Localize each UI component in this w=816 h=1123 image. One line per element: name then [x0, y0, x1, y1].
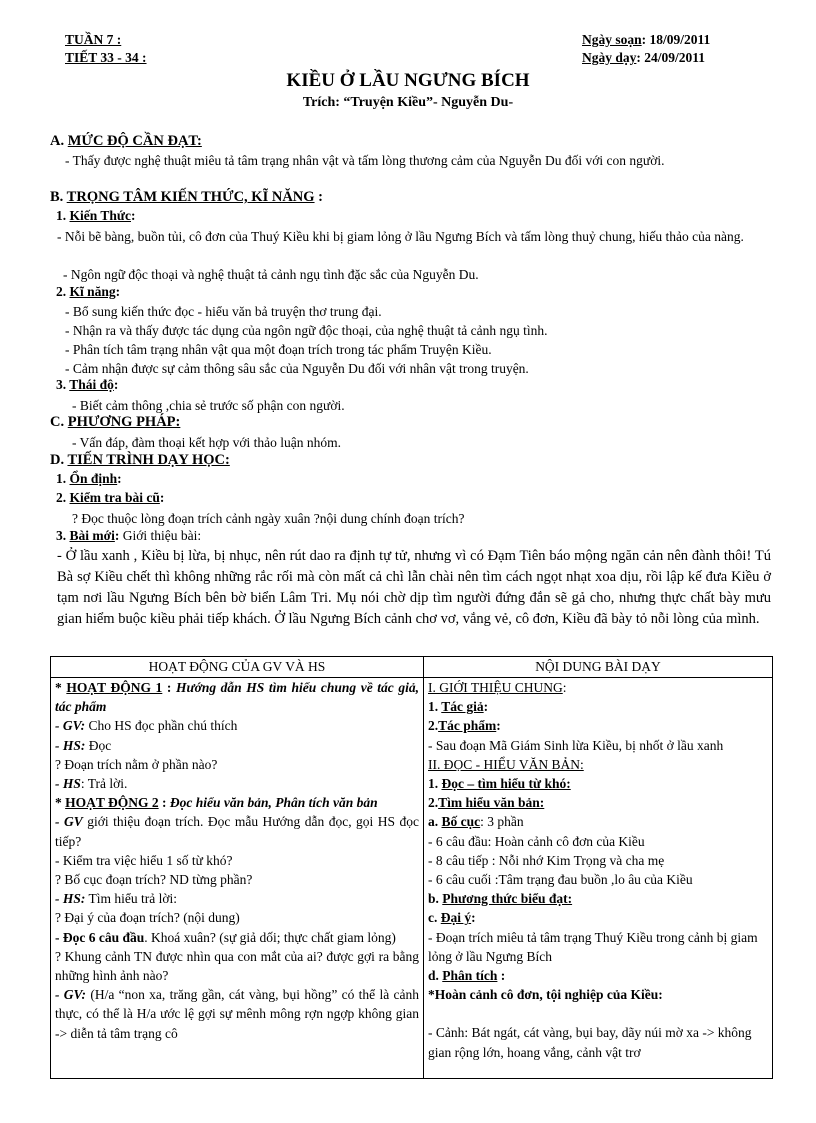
expression-num: b.: [428, 891, 443, 907]
work-num: 2.: [428, 718, 439, 734]
teach-date-value: : 24/09/2011: [636, 50, 706, 65]
knowledge-num: 1.: [56, 208, 67, 223]
reading-text: . Khoá xuân? (sự giả dối; thực chất giam lỏng): [144, 929, 396, 945]
section-c-heading: [50, 414, 180, 431]
step-2: [56, 490, 164, 506]
lesson-activity-table: [50, 656, 773, 1079]
skills-item: - Cảm nhận được sự cảm thông sâu sắc của Nguyễn Du đối với nhân vật trong truyện.: [65, 361, 529, 376]
skills-item: - Phân tích tâm trạng nhân vật qua một đoạn trích trong tác phẩm Truyện Kiều.: [65, 342, 492, 357]
week-text: TUẦN 7 :: [65, 32, 122, 47]
knowledge-colon: :: [131, 208, 136, 223]
section-c-title: PHƯƠNG PHÁP:: [67, 414, 181, 430]
lesson-title: KIỀU Ở LẦU NGƯNG BÍCH: [286, 70, 530, 91]
step-1-num: 1.: [56, 471, 67, 486]
question-line: ? Đại ý của đoạn trích? (nội dung): [55, 910, 240, 926]
layout-item: - 8 câu tiếp : Nỗi nhớ Kim Trọng và cha mẹ: [428, 852, 665, 868]
gv-text: giới thiệu đoạn trích. Đọc mẫu Hướng dẫn đọc, gọi HS đọc tiếp?: [55, 814, 419, 849]
hs-label: - HS:: [55, 737, 86, 753]
step-3-num: 3.: [56, 528, 67, 543]
content-cell: [424, 678, 773, 1079]
lesson-subtitle: Trích: “Truyện Kiều”- Nguyễn Du-: [302, 95, 514, 110]
question-line: ? Khung cảnh TN được nhìn qua con mắt của ai? được gợi ra bằng những hình ảnh nào?: [55, 948, 419, 984]
activity-2-heading: [55, 793, 419, 812]
main-idea-text: - Đoạn trích miêu tả tâm trạng Thuý Kiều trong cảnh bị giam lỏng ở lầu Ngưng Bích: [428, 929, 758, 964]
main-idea-heading: [428, 908, 768, 927]
hs-text: : Trả lời.: [80, 776, 128, 792]
week-label: [65, 32, 121, 48]
period-text: TIẾT 33 - 34 :: [65, 50, 147, 65]
step-2-colon: :: [159, 490, 165, 505]
section-b-suffix: :: [314, 189, 324, 205]
gv-label: - GV: [55, 814, 83, 830]
analysis-heading: [428, 966, 768, 985]
section-b-heading: [50, 189, 323, 206]
hs-label: - HS: [55, 776, 81, 792]
text-study-heading: [428, 793, 768, 812]
teach-date-label: Ngày dạy: [582, 50, 637, 65]
section-a-heading: [50, 133, 202, 150]
part-ii-heading: II. ĐỌC - HIỂU VĂN BẢN:: [428, 756, 584, 772]
gv-text: Cho HS đọc phần chú thích: [85, 718, 238, 734]
section-b-title: TRỌNG TÂM KIẾN THỨC, KĨ NĂNG: [66, 189, 315, 205]
knowledge-text-2: - Ngôn ngữ độc thoại và nghệ thuật tả cảnh ngụ tình đặc sắc của Nguyễn Du.: [63, 267, 479, 282]
section-c-text: - Vấn đáp, đàm thoại kết hợp với thảo luận nhóm.: [72, 435, 341, 450]
table-row: [51, 678, 773, 1079]
layout-num: a.: [428, 814, 442, 830]
skills-label: Kĩ năng: [69, 284, 116, 299]
layout-label: Bố cục: [441, 814, 481, 830]
skills-item: - Bổ sung kiến thức đọc - hiểu văn bả truyện thơ trung đại.: [65, 304, 382, 319]
activity-2-title: Đọc hiểu văn bản, Phân tích văn bản: [169, 795, 378, 811]
attitude-label: Thái độ: [69, 377, 114, 392]
step-1: [56, 471, 122, 487]
reading-label: - Đọc 6 câu đầu: [55, 929, 145, 945]
hs-line: [55, 774, 419, 793]
period-label: [65, 50, 147, 66]
skills-heading: [56, 284, 120, 300]
step-2-text: ? Đọc thuộc lòng đoạn trích cảnh ngày xuân ?nội dung chính đoạn trích?: [72, 511, 465, 526]
analysis-num: d.: [428, 968, 443, 984]
step-3-intro: Giới thiệu bài:: [119, 528, 202, 543]
step-2-label: Kiểm tra bài cũ: [69, 490, 160, 505]
gv-label: - GV:: [55, 987, 87, 1003]
reading-line: [55, 928, 419, 947]
author-heading: [428, 697, 768, 716]
author-num: 1.: [428, 699, 442, 715]
step-3-text: - Ở lầu xanh , Kiều bị lừa, bị nhục, nên rút dao ra định tự tử, nhưng vì có Đạm Tiên báo mộng ngăn cản nên đành thôi! Tú Bà sợ Kiều chết thì không những rắc rối mà còn mất cả chì lẫn chài nên tìm cách ngọt nhạt xoa dịu, rồi lập kế đưa Kiều ở tạm nơi lầu Ngưng Bích bên bờ biển Lâm Tri. Mụ nói chờ dịp tìm người đứng đắn sẽ gả cho, nhưng thực chất bày mưu gian hiểm buộc kiều phải tiếp khách. Ở lầu Ngưng Bích cảnh chơ vơ, vắng vẻ, cô đơn, Kiều đã bày tỏ nỗi lòng của mình.: [57, 548, 771, 627]
question-line: ? Bố cục đoạn trích? ND từng phần?: [55, 872, 253, 888]
activity-1-label: HOẠT ĐỘNG 1: [66, 680, 163, 695]
main-idea-label: Đại ý: [440, 910, 472, 926]
col-activities-header: HOẠT ĐỘNG CỦA GV VÀ HS: [51, 657, 424, 678]
activity-2-colon: :: [158, 795, 170, 811]
expression-label: Phương thức biểu đạt:: [442, 891, 573, 907]
section-a-text: - Thấy được nghệ thuật miêu tả tâm trạng nhân vật và tấm lòng thương cảm của Nguyễn Du đối với con người.: [65, 153, 665, 168]
layout-text: : 3 phần: [480, 814, 524, 830]
step-1-label: Ổn định: [69, 471, 118, 486]
teach-date: [582, 50, 705, 66]
activities-cell: [51, 678, 424, 1079]
skills-item: - Nhận ra và thấy được tác dụng của ngôn ngữ độc thoại, của nghệ thuật tả cảnh ngụ tình.: [65, 323, 548, 338]
gv-label: - GV:: [55, 718, 86, 734]
question-line: - Kiểm tra việc hiểu 1 số từ khó?: [55, 852, 233, 868]
table-header-row: [51, 657, 773, 678]
knowledge-label: Kiến Thức: [69, 208, 131, 223]
section-d-prefix: D.: [50, 452, 65, 468]
section-a-title: MỨC ĐỘ CẦN ĐẠT:: [67, 133, 202, 149]
activity-1-heading: [55, 678, 419, 716]
prep-date-label: Ngày soạn: [582, 32, 642, 47]
analysis-subheading: *Hoàn cảnh cô đơn, tội nghiệp của Kiều:: [428, 987, 663, 1003]
hs-label: - HS:: [55, 891, 86, 907]
section-d-title: TIẾN TRÌNH DẠY HỌC:: [67, 452, 230, 468]
attitude-num: 3.: [56, 377, 67, 392]
hs-text: Đọc: [85, 737, 112, 753]
spacer: [428, 1004, 768, 1023]
hs-line: [55, 889, 419, 908]
hs-line: [55, 736, 419, 755]
layout-item: - 6 câu đầu: Hoàn cảnh cô đơn của Kiều: [428, 833, 645, 849]
knowledge-text-1: - Nỗi bẽ bàng, buồn tủi, cô đơn của Thuý Kiều khi bị giam lỏng ở lầu Ngưng Bích và tấm lòng thuỷ chung, hiếu thảo của nàng.: [57, 229, 744, 244]
section-d-heading: [50, 452, 230, 469]
attitude-text: - Biết cảm thông ,chia sẻ trước số phận con người.: [72, 398, 345, 413]
star-marker: *: [55, 680, 67, 695]
hs-text: Tìm hiểu trả lời:: [85, 891, 178, 907]
activity-1-colon: :: [162, 680, 176, 695]
reading-heading: [428, 774, 768, 793]
part-i-colon: :: [562, 680, 567, 695]
activity-2-label: HOẠT ĐỘNG 2: [65, 795, 159, 811]
layout-item: - 6 câu cuối :Tâm trạng đau buồn ,lo âu của Kiều: [428, 872, 693, 888]
reading-label: Đọc – tìm hiểu từ khó:: [441, 776, 571, 792]
analysis-colon: :: [497, 968, 506, 984]
main-idea-num: c.: [428, 910, 441, 926]
author-label: Tác giả: [441, 699, 484, 715]
work-text: - Sau đoạn Mã Giám Sinh lừa Kiều, bị nhốt ở lầu xanh: [428, 737, 724, 753]
attitude-heading: [56, 377, 118, 393]
analysis-label: Phân tích: [442, 968, 498, 984]
step-1-colon: :: [117, 471, 122, 486]
author-colon: :: [483, 699, 489, 715]
step-3-colon: :: [114, 528, 120, 543]
prep-date: [582, 32, 710, 48]
skills-colon: :: [115, 284, 121, 299]
work-colon: :: [496, 718, 501, 734]
step-2-num: 2.: [56, 490, 67, 505]
text-study-label: Tìm hiểu văn bản:: [438, 795, 545, 811]
section-c-prefix: C.: [50, 414, 65, 430]
step-3: [56, 528, 201, 544]
col-content-header: NỘI DUNG BÀI DẠY: [424, 657, 773, 678]
reading-num: 1.: [428, 776, 442, 792]
activity-1-title: Hướng dẫn HS tìm hiểu chung về tác giả, tác phẩm: [55, 680, 419, 715]
question-line: ? Đoạn trích nằm ở phần nào?: [55, 756, 218, 772]
gv-text: (H/a “non xa, trăng gần, cát vàng, bụi hồng” có thể là cảnh thực, có thể là H/a ước lệ gợi sự mênh mông rợn ngợp không gian -> diễn tả tâm trạng cô: [55, 987, 419, 1041]
expression-heading: [428, 889, 768, 908]
part-i-title: I. GIỚI THIỆU CHUNG: [428, 680, 563, 695]
gv-line: [55, 812, 419, 850]
analysis-text: - Cảnh: Bát ngát, cát vàng, bụi bay, dãy núi mờ xa -> không gian rộng lớn, hoang vắng, cảnh vật trơ: [428, 1025, 752, 1060]
section-a-prefix: A.: [50, 133, 65, 149]
gv-line: [55, 716, 419, 735]
skills-num: 2.: [56, 284, 67, 299]
gv-line: [55, 985, 419, 1043]
section-b-prefix: B.: [50, 189, 64, 205]
text-study-num: 2.: [428, 795, 439, 811]
main-idea-colon: :: [471, 910, 476, 926]
attitude-colon: :: [113, 377, 119, 392]
prep-date-value: : 18/09/2011: [641, 32, 711, 47]
step-3-label: Bài mới: [69, 528, 115, 543]
layout-heading: [428, 812, 768, 831]
knowledge-heading: [56, 208, 136, 224]
work-heading: [428, 716, 768, 735]
star-marker: *: [55, 795, 66, 811]
part-i-heading: [428, 678, 768, 697]
work-label: Tác phẩm: [438, 718, 497, 734]
